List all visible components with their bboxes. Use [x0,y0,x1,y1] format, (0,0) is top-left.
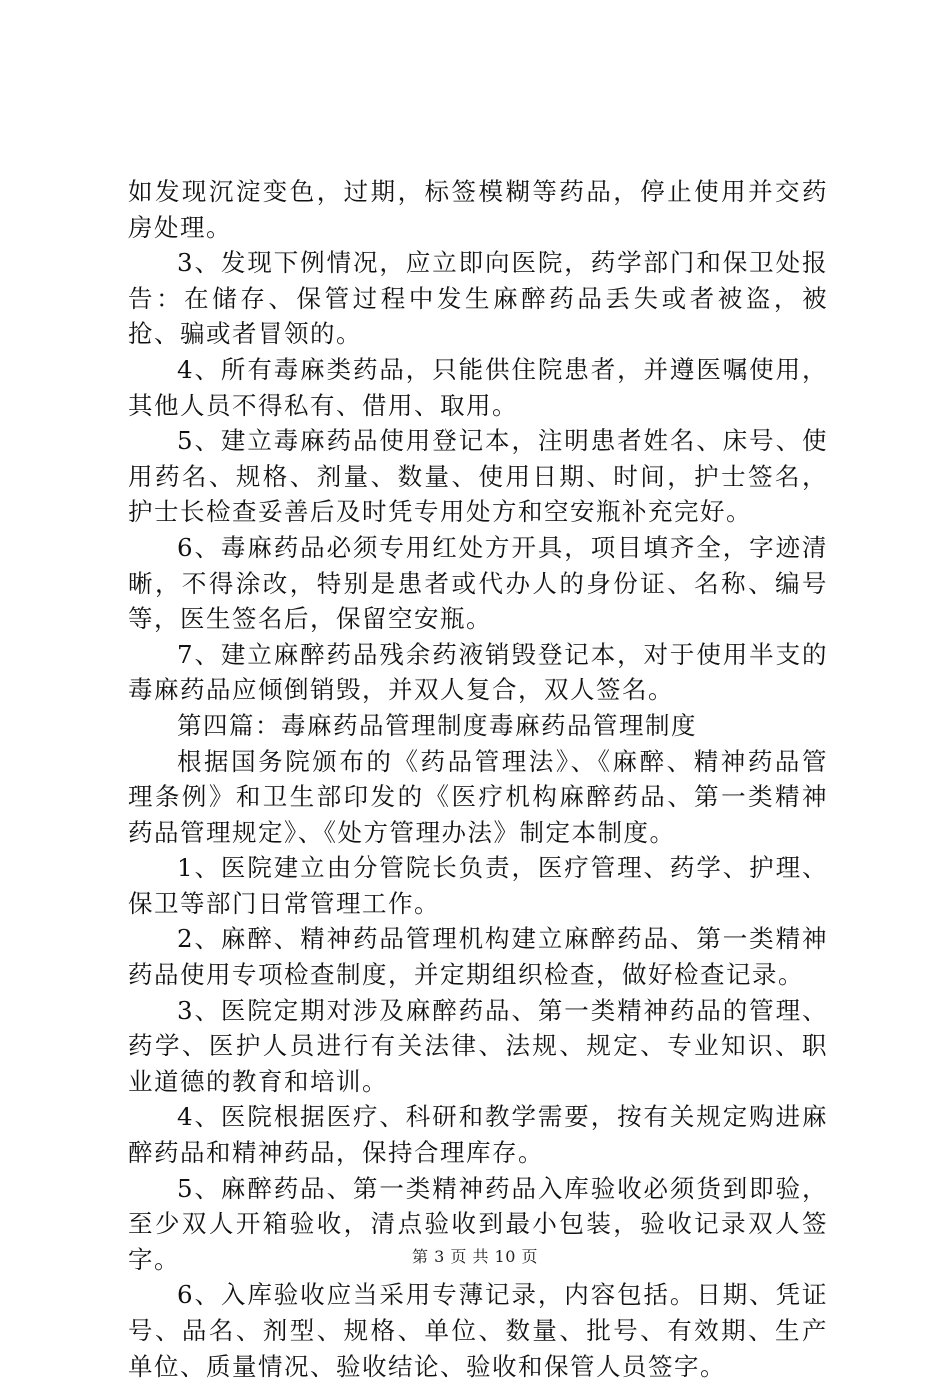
paragraph: 3、医院定期对涉及麻醉药品、第一类精神药品的管理、药学、医护人员进行有关法律、法规、规定、专业知识、职业道德的教育和培训。 [128,995,828,1096]
document-body [128,174,828,1384]
paragraph: 2、麻醉、精神药品管理机构建立麻醉药品、第一类精神药品使用专项检查制度，并定期组织检查，做好检查记录。 [128,924,828,990]
paragraph: 7、建立麻醉药品残余药液销毁登记本，对于使用半支的毒麻药品应倾倒销毁，并双人复合，双人签名。 [128,639,828,705]
paragraph: 根据国务院颁布的《药品管理法》、《麻醉、精神药品管理条例》和卫生部印发的《医疗机构麻醉药品、第一类精神药品管理规定》、《处方管理办法》制定本制度。 [128,746,828,847]
paragraph: 如发现沉淀变色，过期，标签模糊等药品，停止使用并交药房处理。 [128,177,828,242]
paragraph: 6、毒麻药品必须专用红处方开具，项目填齐全，字迹清晰，不得涂改，特别是患者或代办人的身份证、名称、编号等，医生签名后，保留空安瓶。 [128,532,828,634]
paragraph: 3、发现下例情况，应立即向医院，药学部门和保卫处报告：在储存、保管过程中发生麻醉药品丢失或者被盗，被抢、骗或者冒领的。 [128,248,828,349]
paragraph: 1、医院建立由分管院长负责，医疗管理、药学、护理、保卫等部门日常管理工作。 [128,853,828,918]
paragraph: 5、麻醉药品、第一类精神药品入库验收必须货到即验，至少双人开箱验收，清点验收到最小包装，验收记录双人签字。 [128,1173,828,1274]
page-number-footer: 第 3 页 共 10 页 [412,1247,538,1266]
paragraph: 6、入库验收应当采用专薄记录，内容包括。日期、凭证号、品名、剂型、规格、单位、数量、批号、有效期、生产单位、质量情况、验收结论、验收和保管人员签字。 [128,1280,828,1381]
section-heading: 第四篇：毒麻药品管理制度毒麻药品管理制度 [177,710,697,740]
paragraph: 5、建立毒麻药品使用登记本，注明患者姓名、床号、使用药名、规格、剂量、数量、使用日期、时间，护士签名，护士长检查妥善后及时凭专用处方和空安瓶补充完好。 [128,426,828,527]
paragraph: 4、医院根据医疗、科研和教学需要，按有关规定购进麻醉药品和精神药品，保持合理库存。 [128,1102,828,1168]
paragraph: 4、所有毒麻类药品，只能供住院患者，并遵医嘱使用，其他人员不得私有、借用、取用。 [128,354,828,420]
